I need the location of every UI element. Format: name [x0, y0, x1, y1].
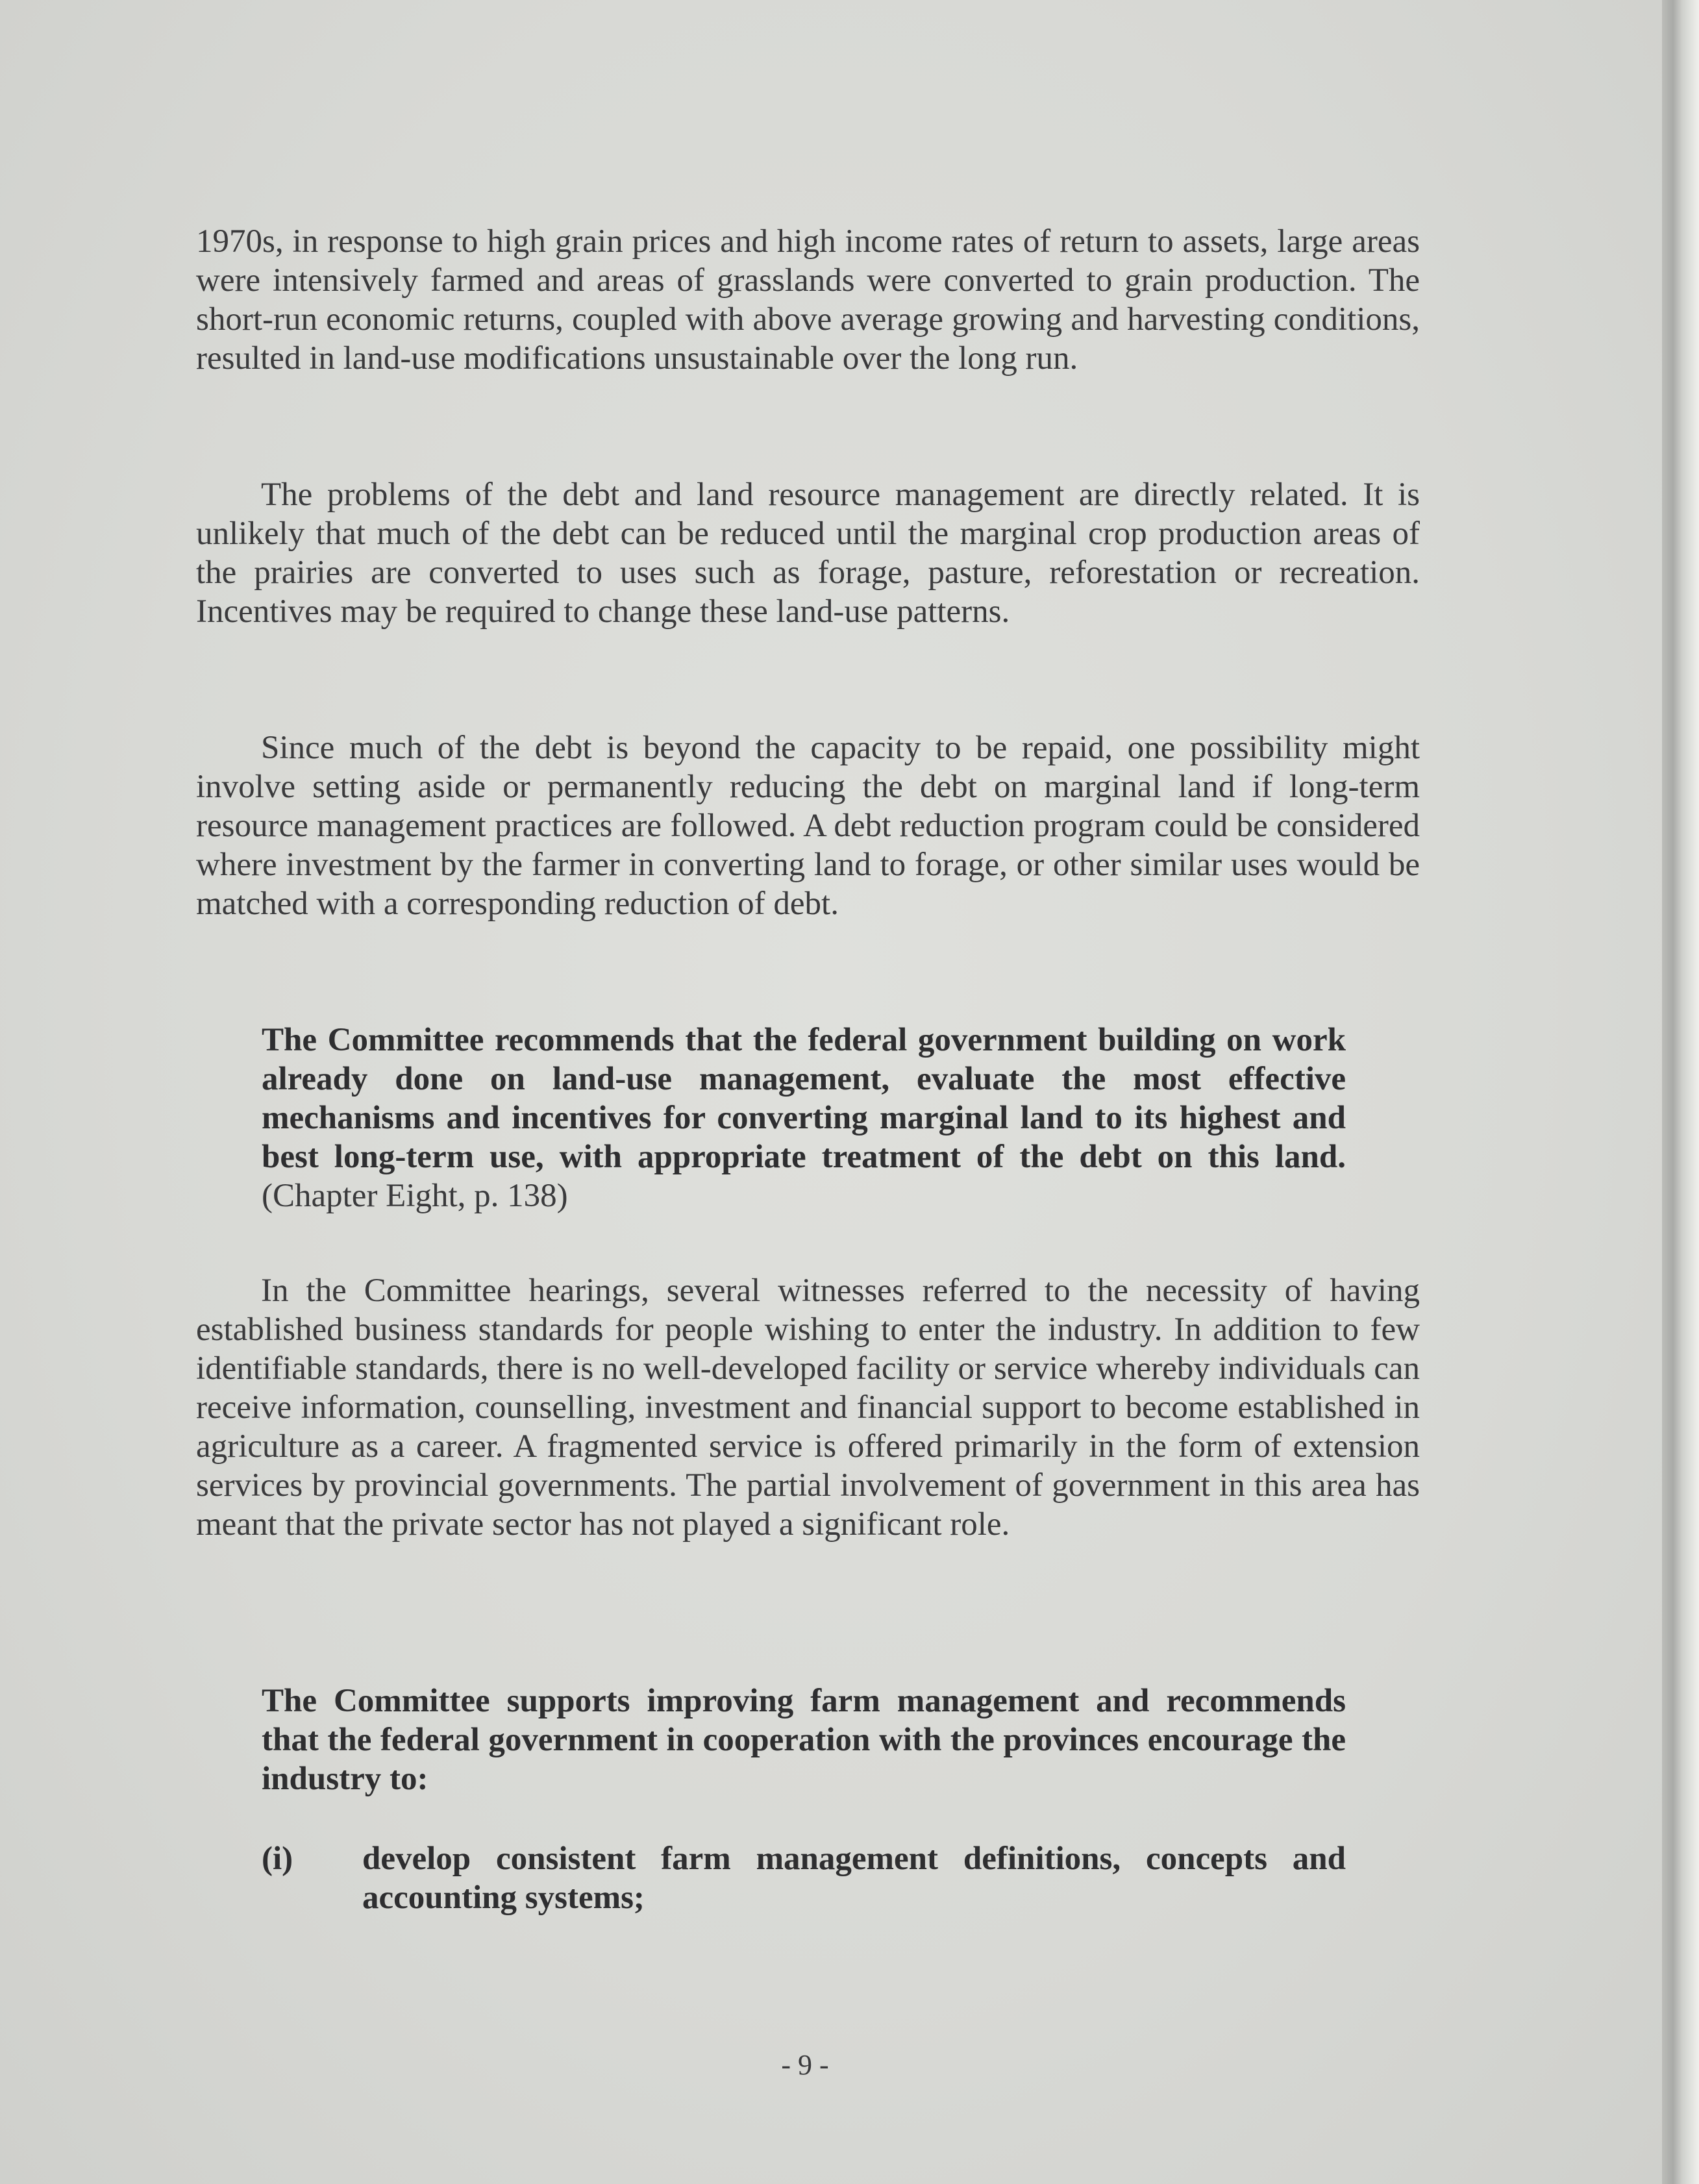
- paragraph-2: The problems of the debt and land resource management are directly related. It is unlikely that much of the debt can be reduced until the marginal crop production areas of the prairies are converted to uses such as forage, pasture, reforestation or recreation. Incentives may be required to change these land-use patterns.: [196, 477, 1420, 630]
- recommendation-land-use-text: The Committee recommends that the federal government building on work already done on land-use management, evaluate the most effective mechanisms and incentives for converting marginal land to its highest and best long-term use, with appropriate treatment of the debt on this land.: [262, 1022, 1346, 1175]
- page-number: - 9 -: [781, 2049, 829, 2081]
- recommendation-land-use-reference: (Chapter Eight, p. 138): [262, 1178, 568, 1214]
- recommendation-list-item: [262, 1839, 1346, 1917]
- recommendation-land-use: [262, 1021, 1346, 1215]
- recommendation-farm-management-intro: The Committee supports improving farm management and recommends that the federal government in cooperation with the provinces encourage the industry to:: [262, 1683, 1346, 1797]
- paragraph-3: Since much of the debt is beyond the capacity to be repaid, one possibility might involve setting aside or permanently reducing the debt on marginal land if long-term resource management practices are followed. A debt reduction program could be considered where investment by the farmer in converting land to forage, or other similar uses would be matched with a corresponding reduction of debt.: [196, 730, 1420, 922]
- list-item-number: (i): [262, 1841, 293, 1877]
- list-item-text: develop consistent farm management definitions, concepts and accounting systems;: [362, 1841, 1346, 1916]
- paragraph-1: 1970s, in response to high grain prices and high income rates of return to assets, large areas were intensively farmed and areas of grasslands were converted to grain production. The short-run economic returns, coupled with above average growing and harvesting conditions, resulted in land-use modifications unsustainable over the long run.: [196, 223, 1420, 377]
- paragraph-4: In the Committee hearings, several witnesses referred to the necessity of having established business standards for people wishing to enter the industry. In addition to few identifiable standards, there is no well-developed facility or service whereby individuals can receive information, counselling, investment and financial support to become established in agriculture as a career. A fragmented service is offered primarily in the form of extension services by provincial governments. The partial involvement of government in this area has meant that the private sector has not played a significant role.: [196, 1272, 1420, 1543]
- page-edge-shadow: [1662, 0, 1699, 2184]
